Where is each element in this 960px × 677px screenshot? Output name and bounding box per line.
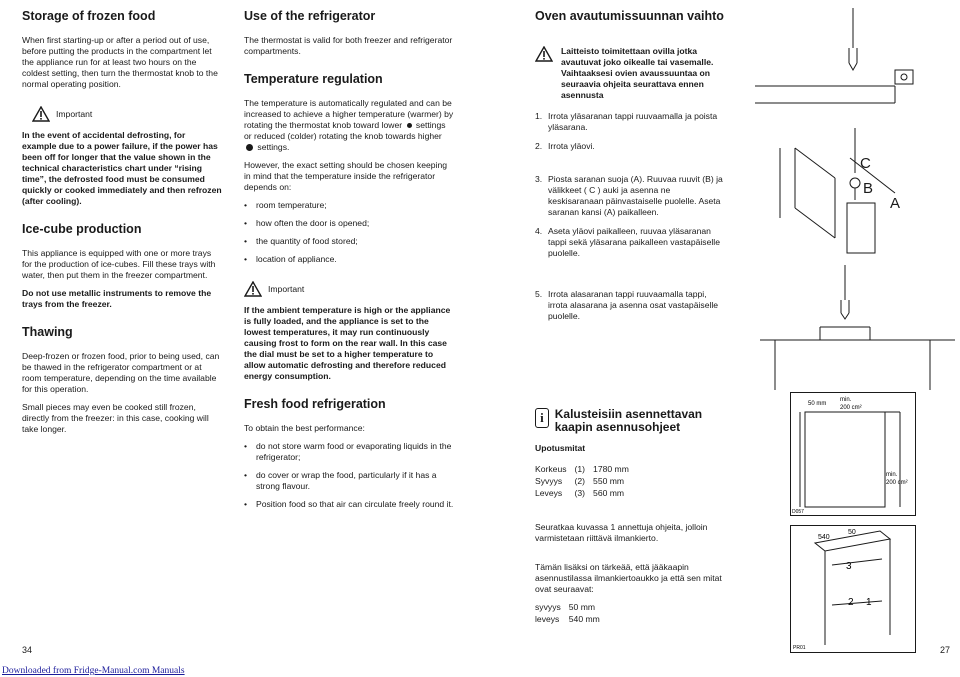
vent-note-text: Tämän lisäksi on tärkeää, että jääkaapin asennustilassa ilmankiertoaukko ja että sen mitat ovat seuraavat: — [535, 562, 722, 595]
follow-text: Seuratkaa kuvassa 1 annettuja ohjeita, jolloin varmistetaan riittävä ilmankierto. — [535, 522, 708, 544]
figure-code: D057 — [792, 509, 804, 515]
thawing-text-2: Small pieces may even be cooked still frozen, directly from the freezer: in this case, cooking will take longer. — [22, 402, 209, 434]
list-item: • Position food so that air can circulate freely round it. — [244, 499, 454, 510]
list-item — [535, 111, 725, 133]
step-number: 5. — [535, 289, 543, 299]
temperature-text-a: The temperature is automatically regulated and can be increased to achieve a higher temperature (warmer) by rotating the thermostat knob toward lower — [244, 98, 454, 130]
list-item: • room temperature; — [244, 200, 454, 211]
step-number: 1. — [535, 111, 543, 121]
door-steps-list — [535, 111, 725, 322]
important-notice-header — [32, 106, 222, 122]
step-text: Irrota yläsaranan tappi ruuvaamalla ja poista yläsarana. — [548, 111, 718, 132]
large-dot-icon — [246, 144, 253, 151]
door-warning-text: Laitteisto toimitettaan ovilla jotka avautuvat joko oikealle tai vasemalle. Vaihtaaksesi ovien avaussuuntaa on seuraavia ohjeita seurattava ennen asennusta — [561, 46, 714, 100]
storage-text: When first starting-up or after a period out of use, before putting the products in the compartment let the appliance run for at least two hours on the coldest setting, then turn the thermostat knob to the normal operating position. — [22, 35, 218, 89]
fresh-food-intro: To obtain the best performance: — [244, 423, 365, 433]
lower-hinge-figure — [760, 265, 955, 390]
list-item: • how often the door is opened; — [244, 218, 454, 229]
label-area-top: 200 cm² — [840, 405, 862, 411]
list-item — [535, 174, 725, 218]
table-row: Leveys (3) 560 mm — [535, 488, 625, 499]
step-number: 3. — [535, 174, 543, 184]
list-item: • location of appliance. — [244, 254, 454, 265]
step-text: Irrota alasaranan tappi ruuvaamalla tappi, irrota alasarana ja asenna osat vastapäiselle puolelle. — [548, 289, 719, 321]
label-min-top: min. — [840, 397, 852, 403]
table-row: leveys 540 mm — [535, 614, 600, 625]
label-50mm: 50 mm — [808, 401, 827, 407]
important-label: Important — [268, 283, 305, 294]
list-item — [535, 141, 725, 152]
installation-figure — [790, 392, 916, 516]
label-min-bottom: min. — [886, 472, 898, 478]
label-540: 540 — [818, 534, 830, 541]
column-middle — [244, 8, 454, 517]
download-source-link[interactable]: Downloaded from Fridge-Manual.com Manuals — [2, 666, 185, 676]
oven-heading: Oven avautumissuunnan vaihto — [535, 9, 724, 23]
icecube-warning: Do not use metallic instruments to remove the trays from the freezer. — [22, 288, 212, 309]
door-warning — [535, 46, 735, 101]
thawing-heading: Thawing — [22, 325, 73, 339]
step-text: Aseta yläovi paikalleen, ruuvaa yläsaranan tappi sekä yläsarana paikalleen vastapäiselle puolelle. — [548, 226, 720, 258]
important-text: In the event of accidental defrosting, for example due to a power failure, if the power has been off for longer that the value shown in the technical characteristics chart under “rising time”, the defrosted food must be consumed quickly or cooked immediately and then refrozen (after cooling). — [22, 130, 222, 206]
upotus-label: Upotusmitat — [535, 443, 586, 454]
step-number: 4. — [535, 226, 543, 236]
label-1: 1 — [866, 597, 872, 608]
step-text: Irrota yläovi. — [548, 141, 595, 151]
hinge-figure — [755, 8, 955, 258]
list-item: • the quantity of food stored; — [244, 236, 454, 247]
column-right — [535, 8, 735, 648]
label-b: B — [863, 180, 874, 197]
icecube-text: This appliance is equipped with one or more trays for the production of ice-cubes. Fill these trays with water, then put them in the freezer compartment. — [22, 248, 216, 280]
label-c: C — [860, 155, 871, 172]
page-number-right: 27 — [940, 645, 951, 655]
important-notice-header — [244, 281, 454, 297]
fresh-food-heading: Fresh food refrigeration — [244, 397, 386, 411]
however-text: However, the exact setting should be chosen keeping in mind that the temperature inside the refrigerator depends on: — [244, 160, 448, 192]
important-label: Important — [56, 108, 93, 119]
warning-triangle-icon — [32, 106, 50, 122]
vent-figure — [790, 525, 916, 653]
table-row: Syvyys (2) 550 mm — [535, 476, 625, 487]
install-title: Kalusteisiin asennettavan kaapin asennusohjeet — [554, 407, 703, 434]
important-text: If the ambient temperature is high or the appliance is fully loaded, and the appliance is set to the lowest temperatures, it may run continuously causing frost to form on the rear wall. In this case the dial must be set to a higher temperature to allow automatic defrosting and therefore reduced energy consumption. — [244, 305, 451, 381]
table-row: syvyys 50 mm — [535, 602, 596, 613]
icecube-heading: Ice-cube production — [22, 222, 142, 236]
label-3: 3 — [846, 561, 852, 572]
label-a: A — [890, 195, 901, 212]
use-text: The thermostat is valid for both freezer and refrigerator compartments. — [244, 35, 453, 56]
storage-heading: Storage of frozen food — [22, 9, 156, 23]
step-text: Piosta saranan suoja (A). Ruuvaa ruuvit (B) ja välikkeet ( C ) auki ja asenna ne keskisaranaan päinvastaiselle puolelle. Aseta saranan kansi (A) paikalleen. — [548, 174, 723, 217]
table-row: Korkeus (1) 1780 mm — [535, 464, 629, 475]
install-heading — [535, 408, 735, 433]
dimensions-table — [535, 464, 637, 500]
label-area-bottom: 200 cm² — [886, 480, 908, 486]
column-left — [22, 8, 222, 442]
list-item — [535, 289, 725, 322]
thawing-text-1: Deep-frozen or frozen food, prior to being used, can be thawed in the refrigerator compartment or at room temperature, depending on the time available for this operation. — [22, 351, 220, 394]
temperature-heading: Temperature regulation — [244, 72, 383, 86]
list-item — [535, 226, 725, 259]
small-dot-icon — [407, 123, 412, 128]
label-50: 50 — [848, 529, 856, 536]
temperature-text-b: settings or reduced (colder) rotating the knob towards higher — [244, 120, 446, 141]
info-icon: i — [535, 408, 549, 428]
list-item: • do cover or wrap the food, particularly if it has a strong flavour. — [244, 470, 454, 492]
depends-list — [244, 200, 454, 265]
use-heading: Use of the refrigerator — [244, 9, 376, 23]
list-item: • do not store warm food or evaporating liquids in the refrigerator; — [244, 441, 454, 463]
temperature-text — [244, 98, 454, 153]
figure-code: PR01 — [793, 645, 806, 651]
warning-triangle-icon — [535, 46, 553, 101]
fresh-food-list — [244, 441, 454, 510]
warning-triangle-icon — [244, 281, 262, 297]
temperature-text-c: settings. — [257, 142, 290, 152]
label-2: 2 — [848, 597, 854, 608]
page-number-left: 34 — [22, 645, 33, 655]
vent-table — [535, 602, 608, 626]
step-number: 2. — [535, 141, 543, 151]
